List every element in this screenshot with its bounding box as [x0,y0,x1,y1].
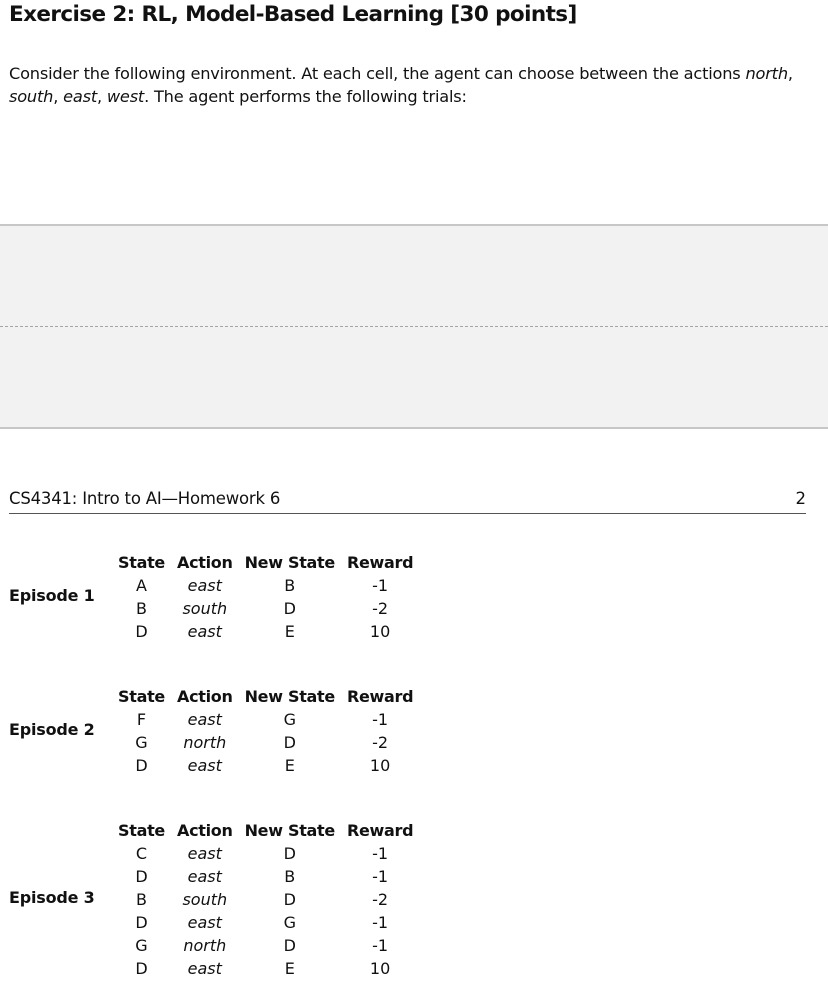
exercise-title: Exercise 2: RL, Model-Based Learning [30 points] [9,2,577,27]
reward-cell: -1 [372,576,389,595]
table-row [112,842,419,865]
action-south: south [9,87,54,106]
new-state-cell: E [284,959,295,978]
action-cell: east [187,867,222,886]
state-cell: B [136,599,147,618]
reward-cell: -1 [372,913,389,932]
page-break [0,224,828,429]
action-cell: east [187,913,222,932]
state-cell: D [135,756,148,775]
new-state-cell: G [283,913,296,932]
table-header-row [112,819,419,842]
action-cell: east [187,756,222,775]
intro-comma-1: , [787,64,793,83]
intro-comma-3: , [96,87,107,106]
action-cell: east [187,576,222,595]
reward-cell: -1 [372,710,389,729]
action-cell: south [182,599,228,618]
state-cell: D [135,867,148,886]
table-row [112,620,419,643]
page-number: 2 [795,489,806,508]
new-state-cell: D [283,936,296,955]
episode-3-table [112,819,419,980]
state-cell: G [135,936,148,955]
intro-paragraph [9,62,817,108]
page-header [9,488,806,514]
table-row [112,865,419,888]
table-row [112,957,419,980]
reward-cell: -1 [372,936,389,955]
table-row [112,934,419,957]
reward-cell: -1 [372,844,389,863]
new-state-cell: D [283,890,296,909]
action-west: west [106,87,145,106]
new-state-cell: B [284,576,296,595]
action-cell: south [182,890,228,909]
new-state-cell: D [283,844,296,863]
episode-2-table [112,685,419,777]
table-row [112,911,419,934]
action-cell: east [187,710,222,729]
table-header-row [112,551,419,574]
col-reward-header: Reward [346,821,414,840]
reward-cell: 10 [369,622,391,641]
col-action-header: Action [176,687,233,706]
reward-cell: -1 [372,867,389,886]
col-state-header: State [118,821,165,840]
new-state-cell: E [284,756,295,775]
col-action-header: Action [176,553,233,572]
state-cell: D [135,913,148,932]
action-north: north [745,64,788,83]
intro-text-1: Consider the following environment. At each cell, the agent can choose between the actions [9,64,746,83]
reward-cell: -2 [372,733,389,752]
table-header-row [112,685,419,708]
new-state-cell: G [283,710,296,729]
col-new-state-header: New State [244,553,335,572]
col-reward-header: Reward [346,687,414,706]
new-state-cell: B [284,867,296,886]
col-reward-header: Reward [346,553,414,572]
table-row [112,597,419,620]
col-new-state-header: New State [244,821,335,840]
new-state-cell: D [283,599,296,618]
action-cell: north [183,733,227,752]
action-cell: east [187,622,222,641]
new-state-cell: D [283,733,296,752]
reward-cell: 10 [369,959,391,978]
state-cell: A [136,576,147,595]
state-cell: C [135,844,148,863]
state-cell: D [135,622,148,641]
intro-comma-2: , [53,87,64,106]
action-cell: east [187,844,222,863]
col-state-header: State [118,687,165,706]
reward-cell: -2 [372,890,389,909]
new-state-cell: E [284,622,295,641]
col-state-header: State [118,553,165,572]
episode-3-label: Episode 3 [9,888,95,907]
state-cell: B [136,890,147,909]
page-break-divider [0,326,828,327]
col-new-state-header: New State [244,687,335,706]
episode-1-table [112,551,419,643]
col-action-header: Action [176,821,233,840]
action-cell: north [183,936,227,955]
table-row [112,574,419,597]
state-cell: F [136,710,147,729]
reward-cell: 10 [369,756,391,775]
state-cell: G [135,733,148,752]
table-row [112,888,419,911]
action-cell: east [187,959,222,978]
intro-text-2: . The agent performs the following trials: [144,87,467,106]
table-row [112,754,419,777]
table-row [112,708,419,731]
table-row [112,731,419,754]
episode-1-label: Episode 1 [9,586,95,605]
episode-2-label: Episode 2 [9,720,95,739]
action-east: east [63,87,97,106]
reward-cell: -2 [372,599,389,618]
course-title: CS4341: Intro to AI—Homework 6 [9,489,281,508]
state-cell: D [135,959,148,978]
